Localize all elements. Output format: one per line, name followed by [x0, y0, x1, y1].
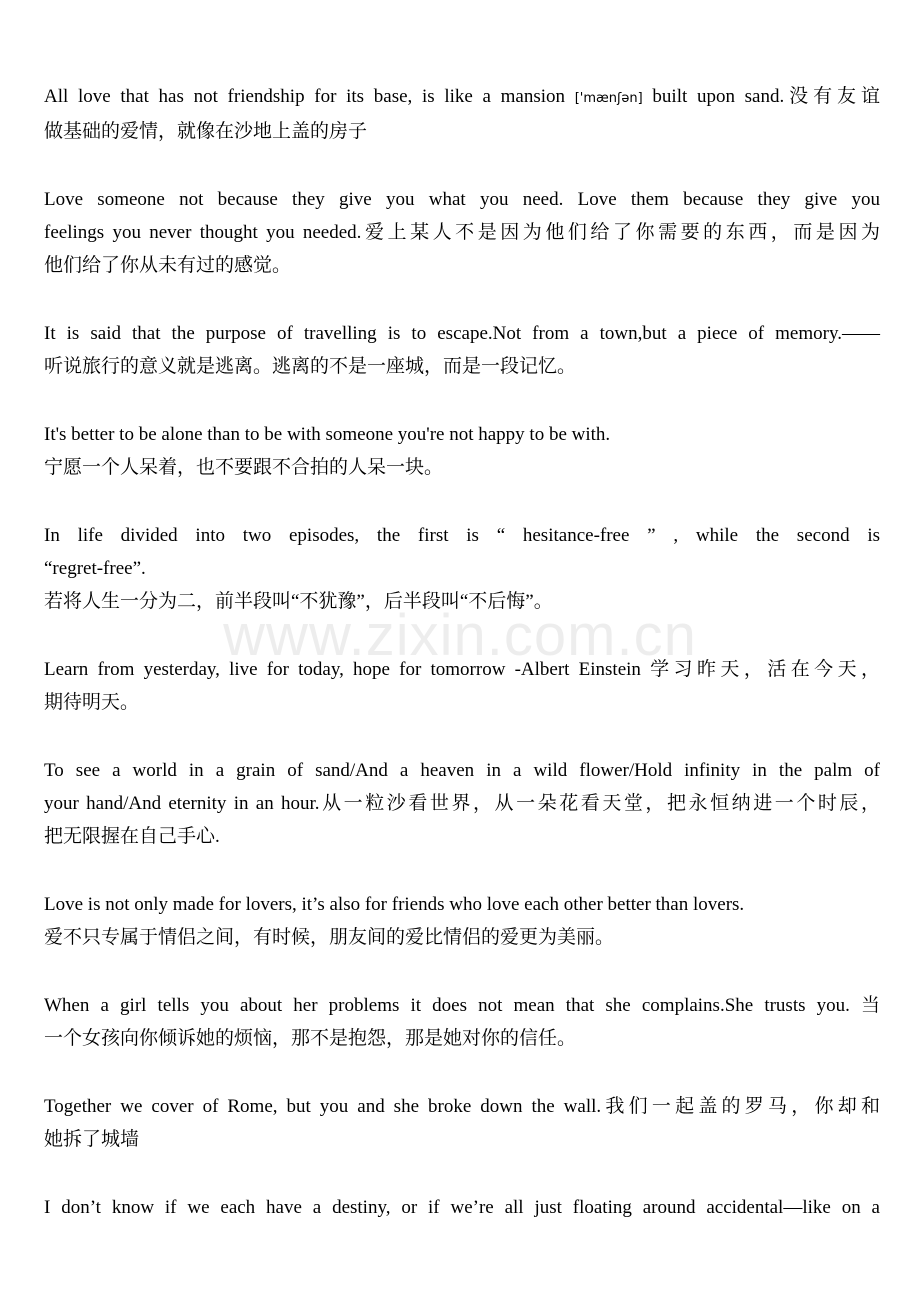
- text-line: Love is not only made for lovers, it’s also for friends who love each other better than lovers.: [44, 894, 745, 915]
- text-line: 把无限握在自己手心.: [44, 826, 220, 847]
- text-line: Learn from yesterday, live for today, hope for tomorrow -Albert Einstein 学习昨天，活在今天，: [44, 659, 880, 680]
- text-line: In life divided into two episodes, the first is “ hesitance-free ” , while the second is: [44, 525, 880, 546]
- text-line: feelings you never thought you needed.爱上某人不是因为他们给了你需要的东西，而是因为: [44, 222, 880, 243]
- quote-paragraph: [44, 754, 880, 853]
- watermark: www.zixin.com.cn: [223, 603, 697, 668]
- text-line: To see a world in a grain of sand/And a heaven in a wild flower/Hold infinity in the palm of: [44, 760, 880, 781]
- text-line: “regret-free”.: [44, 558, 146, 579]
- quote-paragraph: [44, 1191, 880, 1224]
- text-line: 他们给了你从未有过的感觉。: [44, 255, 292, 276]
- text-line: [44, 80, 880, 115]
- text-line: 听说旅行的意义就是逃离。逃离的不是一座城，而是一段记忆。: [44, 356, 577, 377]
- text-line: Together we cover of Rome, but you and she broke down the wall.我们一起盖的罗马，你却和: [44, 1096, 880, 1117]
- quote-paragraph: [44, 317, 880, 383]
- text-line: your hand/And eternity in an hour.从一粒沙看世界，从一朵花看天堂，把永恒纳进一个时辰，: [44, 793, 880, 814]
- text-segment: All love that has not friendship for its base, is like a mansion: [44, 86, 575, 107]
- quote-paragraph: [44, 418, 880, 484]
- text-segment: built upon sand.没有友谊: [642, 86, 880, 107]
- quote-paragraph: [44, 80, 880, 148]
- quote-paragraph: [44, 519, 880, 618]
- text-line: I don’t know if we each have a destiny, or if we’re all just floating around accidental—like on a: [44, 1197, 880, 1218]
- text-line: 做基础的爱情，就像在沙地上盖的房子: [44, 121, 368, 142]
- text-line: 爱不只专属于情侣之间，有时候，朋友间的爱比情侣的爱更为美丽。: [44, 927, 615, 948]
- text-line: It is said that the purpose of travelling is to escape.Not from a town,but a piece of memory.——: [44, 323, 880, 344]
- text-line: 宁愿一个人呆着，也不要跟不合拍的人呆一块。: [44, 457, 444, 478]
- text-line: 期待明天。: [44, 692, 140, 713]
- text-line: It's better to be alone than to be with someone you're not happy to be with.: [44, 424, 611, 445]
- quote-paragraph: [44, 183, 880, 282]
- quote-paragraph: [44, 1090, 880, 1156]
- quote-paragraph: [44, 989, 880, 1055]
- text-line: 一个女孩向你倾诉她的烦恼，那不是抱怨，那是她对你的信任。: [44, 1028, 577, 1049]
- text-line: 她拆了城墙: [44, 1129, 140, 1150]
- document-body: [44, 80, 880, 1259]
- text-line: When a girl tells you about her problems it does not mean that she complains.She trusts you. 当: [44, 995, 880, 1016]
- quote-paragraph: [44, 888, 880, 954]
- quote-paragraph: [44, 653, 880, 719]
- text-line: Love someone not because they give you what you need. Love them because they give you: [44, 189, 880, 210]
- phonetic-transcription: ['mænʃən]: [574, 91, 643, 106]
- text-line: 若将人生一分为二，前半段叫“不犹豫”，后半段叫“不后悔”。: [44, 591, 553, 612]
